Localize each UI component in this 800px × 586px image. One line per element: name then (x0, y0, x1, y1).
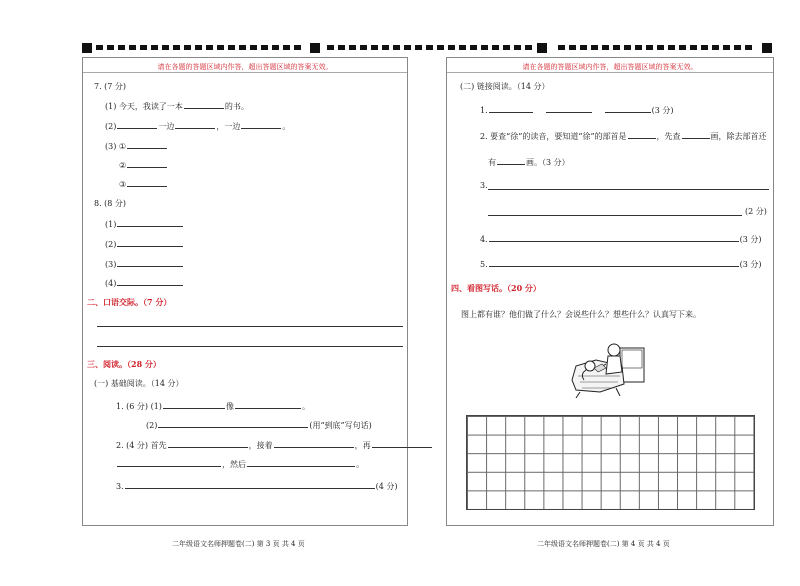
r2b-blank-2[interactable] (247, 458, 355, 467)
cut-dash (646, 45, 653, 50)
r3-label: 3. (116, 482, 124, 491)
cut-dash (371, 45, 378, 50)
r3-line (116, 480, 398, 492)
cut-marker-square (762, 43, 772, 53)
rq2-blank-3[interactable] (497, 156, 525, 165)
rq4-label: 4. (480, 235, 488, 244)
cut-dash (239, 45, 246, 50)
cut-dash (327, 45, 334, 50)
cut-dash (569, 45, 576, 50)
cut-dash (206, 45, 213, 50)
notice-divider (447, 72, 773, 73)
cut-dash (129, 45, 136, 50)
cut-dash (690, 45, 697, 50)
cut-marker-square (537, 43, 547, 53)
rq2-text-d: 有 (488, 158, 496, 167)
cut-dash (701, 45, 708, 50)
rq4-line (480, 233, 762, 245)
q7-line-5 (119, 178, 168, 190)
cut-dash (679, 45, 686, 50)
cut-dash (184, 45, 191, 50)
q7-4-blank[interactable] (127, 159, 167, 168)
q8-blank-2[interactable] (117, 238, 183, 247)
rq3-label: 3. (480, 181, 488, 190)
cut-dash (734, 45, 741, 50)
section-4-heading: 四、看图写话。（20 分） (451, 283, 541, 293)
cut-dash (723, 45, 730, 50)
cut-dash (162, 45, 169, 50)
answer-panel-page-3 (82, 57, 408, 526)
q8-label-4: (4) (105, 279, 117, 288)
cut-dash (261, 45, 268, 50)
cut-dash (525, 45, 532, 50)
rq2-text-b: ，先查 (656, 132, 681, 141)
rq1-line (480, 104, 674, 116)
rq1-score: (3 分) (651, 106, 674, 115)
cut-dash (338, 45, 345, 50)
q7-2-text-d: 。 (282, 122, 291, 131)
cut-dash (602, 45, 609, 50)
r1a-label: 1. (6 分) (1) (116, 402, 162, 411)
rq4-score: (3 分) (739, 235, 762, 244)
rq5-line (480, 258, 762, 270)
q8-item-3 (105, 258, 184, 270)
q8-item-4 (105, 277, 184, 289)
rq2-blank-1[interactable] (628, 130, 656, 139)
cut-marker-square (82, 43, 92, 53)
cut-dash (426, 45, 433, 50)
rq2-text-a: 2. 要查“徐”的读音，要知道“徐”的部首是 (480, 132, 627, 141)
q7-3-label: (3) ① (105, 142, 127, 151)
cut-marker-square (310, 43, 320, 53)
r1b-hint: (用“到底”写句话) (309, 421, 372, 430)
rq3-score: (2 分) (745, 207, 767, 216)
r2b-end: 。 (356, 460, 364, 469)
q7-1-label: (1) 今天，我读了一本 (105, 102, 183, 111)
q7-2-blank-b[interactable] (175, 120, 215, 129)
cut-dash (250, 45, 257, 50)
oral-answer-line-1[interactable] (97, 326, 403, 327)
cut-dash (294, 45, 301, 50)
cut-dash (657, 45, 664, 50)
rq2-line-a (480, 130, 767, 142)
oral-answer-line-2[interactable] (97, 346, 403, 347)
q7-4-label: ② (119, 161, 127, 170)
rq2-line-b (488, 156, 570, 168)
rq3-answer-line-2[interactable] (488, 215, 742, 216)
q7-title: 7. (7 分) (94, 82, 127, 91)
cut-dash (173, 45, 180, 50)
cut-dash (151, 45, 158, 50)
cut-dash (382, 45, 389, 50)
q7-2-blank-a[interactable] (117, 120, 157, 129)
r1b-blank[interactable] (158, 419, 308, 428)
r1a-mid: 像 (225, 402, 234, 411)
rq5-blank[interactable] (489, 258, 739, 267)
q7-2-blank-c[interactable] (241, 120, 281, 129)
r2a-blank-1[interactable] (168, 439, 248, 448)
cut-dash (217, 45, 224, 50)
writing-grid[interactable] (466, 415, 755, 510)
cut-dash (492, 45, 499, 50)
rq2-text-c: 画，除去部首还 (710, 132, 767, 141)
cut-dash (283, 45, 290, 50)
rq2-text-e: 画。（3 分） (526, 158, 570, 167)
r1a-blank-1[interactable] (163, 400, 225, 409)
rq4-blank[interactable] (489, 233, 739, 242)
reading-sub-2: (二) 链接阅读。（14 分） (460, 82, 550, 91)
q7-1-suffix: 的书。 (224, 102, 249, 111)
r3-score: (4 分) (375, 482, 398, 491)
rq5-score: (3 分) (739, 260, 762, 269)
cut-dash (635, 45, 642, 50)
cut-dash (393, 45, 400, 50)
r2a-label: 2. (4 分) 首先 (116, 441, 167, 450)
cut-dash (668, 45, 675, 50)
q8-item-2 (105, 238, 184, 250)
cut-dash (558, 45, 565, 50)
cut-dash (470, 45, 477, 50)
q7-2-text-c: ，一边 (216, 122, 241, 131)
rq5-label: 5. (480, 260, 488, 269)
q7-3-blank[interactable] (127, 140, 167, 149)
footer-page-4: 二年级语文名师押题卷(二) 第 4 页 共 4 页 (537, 540, 670, 548)
footer-page-3: 二年级语文名师押题卷(二) 第 3 页 共 4 页 (172, 540, 305, 548)
r1a-end: 。 (301, 402, 310, 411)
r2a-blank-3[interactable] (372, 439, 432, 448)
q7-5-blank[interactable] (127, 178, 167, 187)
cut-dash (624, 45, 631, 50)
q7-5-label: ③ (119, 180, 127, 189)
q8-blank-4[interactable] (117, 277, 183, 286)
cut-dash (745, 45, 752, 50)
q7-1-blank[interactable] (184, 100, 224, 109)
r1-line-a (116, 400, 310, 412)
rq3-line-a (480, 181, 488, 191)
cut-dash (591, 45, 598, 50)
cut-dash (228, 45, 235, 50)
r2b-mid: ，然后 (222, 460, 246, 469)
r2a-mid: ，接着 (248, 441, 273, 450)
cut-dash (140, 45, 147, 50)
cut-line (82, 43, 772, 53)
rq1-blank-2[interactable] (546, 104, 592, 113)
section-2-heading: 二、口语交际。（7 分） (87, 297, 172, 307)
rq1-blank-3[interactable] (605, 104, 651, 113)
r1a-blank-2[interactable] (235, 400, 301, 409)
r2b-blank-1[interactable] (117, 458, 221, 467)
q8-blank-1[interactable] (117, 218, 183, 227)
r2-line-b (116, 458, 364, 470)
cut-dash (481, 45, 488, 50)
panel-notice: 请在各题的答题区域内作答，超出答题区域的答案无效。 (522, 63, 698, 71)
q7-line-2 (105, 120, 290, 132)
q7-line-4 (119, 159, 168, 171)
cut-dash (415, 45, 422, 50)
q8-label-2: (2) (105, 240, 117, 249)
cut-dash (107, 45, 114, 50)
q7-2-text-b: 一边 (158, 122, 175, 131)
q7-line-1 (105, 100, 249, 112)
rq3-answer-line-1[interactable] (488, 189, 769, 190)
cut-dash (613, 45, 620, 50)
q8-title: 8. (8 分) (94, 199, 127, 208)
cut-dash (360, 45, 367, 50)
cut-dash (514, 45, 521, 50)
rq1-blank-1[interactable] (489, 104, 533, 113)
cut-dash (118, 45, 125, 50)
r1-line-b (146, 419, 372, 431)
q7-line-3 (105, 140, 168, 152)
q8-label-3: (3) (105, 260, 117, 269)
r1b-label: (2) (146, 421, 158, 430)
q7-2-label: (2) (105, 122, 117, 131)
cut-dash (195, 45, 202, 50)
r2a-blank-2[interactable] (274, 439, 354, 448)
q8-blank-3[interactable] (117, 258, 183, 267)
r2a-end: ，再 (354, 441, 371, 450)
cut-dash (96, 45, 103, 50)
rq1-label: 1. (480, 106, 488, 115)
rq2-blank-2[interactable] (682, 130, 710, 139)
q8-item-1 (105, 218, 184, 230)
cut-dash (404, 45, 411, 50)
cut-dash (437, 45, 444, 50)
cut-dash (712, 45, 719, 50)
q8-label-1: (1) (105, 220, 117, 229)
cut-dash (459, 45, 466, 50)
writing-prompt: 图上都有谁？他们做了什么？会说些什么？想些什么？认真写下来。 (461, 310, 701, 319)
notice-divider (83, 72, 407, 73)
section-3-heading: 三、阅读。（28 分） (87, 359, 161, 369)
reading-sub-1: (一) 基础阅读。（14 分） (94, 379, 184, 388)
cut-dash (448, 45, 455, 50)
cut-dash (272, 45, 279, 50)
cut-dash (580, 45, 587, 50)
r2-line-a (116, 439, 433, 451)
cut-dash (349, 45, 356, 50)
cut-dash (503, 45, 510, 50)
r3-blank[interactable] (125, 480, 375, 489)
picture-illustration (566, 336, 652, 402)
panel-notice: 请在各题的答题区域内作答，超出答题区域的答案无效。 (157, 63, 333, 71)
